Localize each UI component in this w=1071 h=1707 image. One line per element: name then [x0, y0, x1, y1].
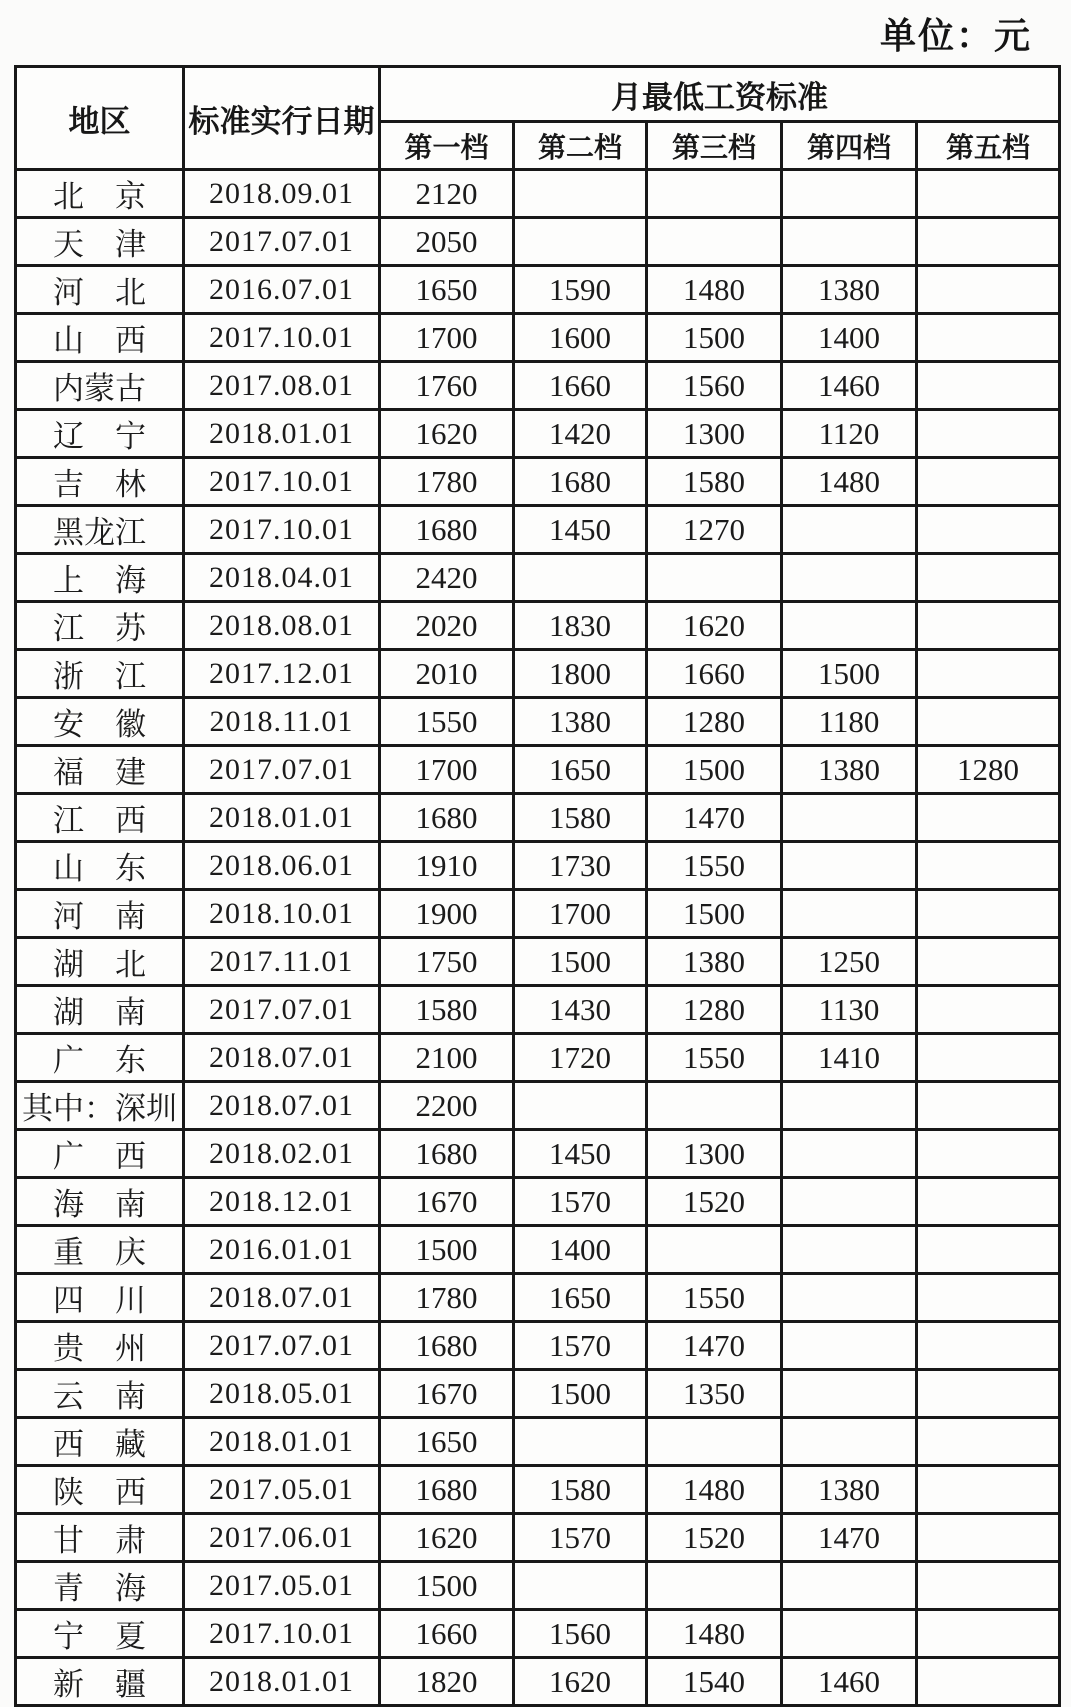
cell-tier2: 1700: [514, 890, 647, 938]
cell-tier1: 1500: [380, 1226, 514, 1274]
cell-tier2: [514, 554, 647, 602]
cell-tier5: [917, 1466, 1060, 1514]
cell-region: 北 京: [16, 170, 184, 218]
cell-date: 2017.10.01: [184, 458, 380, 506]
cell-date: 2017.07.01: [184, 218, 380, 266]
cell-tier3: 1280: [647, 698, 782, 746]
cell-tier5: [917, 602, 1060, 650]
table-row: [16, 1322, 1060, 1370]
cell-region: 河 北: [16, 266, 184, 314]
cell-tier1: 1660: [380, 1610, 514, 1658]
cell-tier4: [782, 170, 917, 218]
cell-region: 云 南: [16, 1370, 184, 1418]
cell-tier4: [782, 1562, 917, 1610]
cell-tier3: [647, 1562, 782, 1610]
cell-tier5: [917, 794, 1060, 842]
cell-tier5: [917, 170, 1060, 218]
table-row: [16, 266, 1060, 314]
cell-region: 宁 夏: [16, 1610, 184, 1658]
cell-tier4: 1380: [782, 746, 917, 794]
cell-tier1: 1700: [380, 314, 514, 362]
cell-date: 2018.07.01: [184, 1274, 380, 1322]
cell-tier1: 1680: [380, 506, 514, 554]
cell-tier1: 2120: [380, 170, 514, 218]
cell-region: 青 海: [16, 1562, 184, 1610]
table-row: [16, 1418, 1060, 1466]
cell-tier5: 1280: [917, 746, 1060, 794]
column-header-tier1: 第一档: [380, 122, 514, 170]
cell-tier1: 1900: [380, 890, 514, 938]
cell-tier2: 1400: [514, 1226, 647, 1274]
cell-tier5: [917, 1178, 1060, 1226]
table-row: [16, 698, 1060, 746]
table-row: [16, 314, 1060, 362]
cell-tier3: [647, 170, 782, 218]
header-row-top: [16, 67, 1060, 122]
table-row: [16, 1370, 1060, 1418]
cell-date: 2018.01.01: [184, 410, 380, 458]
cell-region: 浙 江: [16, 650, 184, 698]
table-row: [16, 362, 1060, 410]
cell-tier1: 1550: [380, 698, 514, 746]
cell-tier4: 1400: [782, 314, 917, 362]
cell-tier4: [782, 1082, 917, 1130]
cell-region: 广 西: [16, 1130, 184, 1178]
cell-region: 重 庆: [16, 1226, 184, 1274]
cell-tier3: 1580: [647, 458, 782, 506]
cell-tier3: 1350: [647, 1370, 782, 1418]
cell-date: 2017.10.01: [184, 314, 380, 362]
cell-date: 2018.02.01: [184, 1130, 380, 1178]
minimum-wage-table: [14, 65, 1061, 1707]
cell-region: 广 东: [16, 1034, 184, 1082]
cell-region: 山 西: [16, 314, 184, 362]
cell-tier5: [917, 650, 1060, 698]
cell-date: 2016.07.01: [184, 266, 380, 314]
cell-region: 上 海: [16, 554, 184, 602]
cell-region: 辽 宁: [16, 410, 184, 458]
table-row: [16, 506, 1060, 554]
table-row: [16, 1034, 1060, 1082]
column-header-region: 地区: [16, 67, 184, 170]
cell-region: 湖 南: [16, 986, 184, 1034]
cell-tier5: [917, 410, 1060, 458]
cell-region: 其中：深圳: [16, 1082, 184, 1130]
cell-date: 2018.01.01: [184, 1418, 380, 1466]
cell-tier1: 1780: [380, 1274, 514, 1322]
cell-tier4: 1130: [782, 986, 917, 1034]
cell-tier2: 1650: [514, 1274, 647, 1322]
cell-tier4: 1380: [782, 1466, 917, 1514]
cell-tier1: 1680: [380, 1130, 514, 1178]
cell-tier5: [917, 314, 1060, 362]
cell-tier1: 2100: [380, 1034, 514, 1082]
cell-tier5: [917, 218, 1060, 266]
cell-date: 2017.05.01: [184, 1466, 380, 1514]
cell-date: 2017.05.01: [184, 1562, 380, 1610]
cell-date: 2017.08.01: [184, 362, 380, 410]
cell-tier3: 1560: [647, 362, 782, 410]
cell-tier4: [782, 218, 917, 266]
cell-tier3: 1520: [647, 1178, 782, 1226]
table-row: [16, 890, 1060, 938]
cell-tier3: 1470: [647, 794, 782, 842]
table-row: [16, 1082, 1060, 1130]
cell-tier3: [647, 1226, 782, 1274]
cell-tier3: 1520: [647, 1514, 782, 1562]
table-row: [16, 746, 1060, 794]
cell-date: 2018.06.01: [184, 842, 380, 890]
cell-tier4: [782, 1610, 917, 1658]
cell-tier5: [917, 842, 1060, 890]
cell-date: 2018.04.01: [184, 554, 380, 602]
table-row: [16, 1514, 1060, 1562]
table-row: [16, 1226, 1060, 1274]
table-row: [16, 1562, 1060, 1610]
document-sheet: [14, 6, 1058, 1707]
column-header-wage-group: 月最低工资标准: [380, 67, 1060, 122]
table-row: [16, 1658, 1060, 1706]
table-row: [16, 1178, 1060, 1226]
table-row: [16, 794, 1060, 842]
cell-date: 2017.07.01: [184, 986, 380, 1034]
cell-tier2: [514, 1562, 647, 1610]
cell-region: 山 东: [16, 842, 184, 890]
cell-tier3: 1300: [647, 410, 782, 458]
cell-date: 2018.01.01: [184, 1658, 380, 1706]
cell-tier2: 1830: [514, 602, 647, 650]
table-row: [16, 1274, 1060, 1322]
cell-date: 2018.01.01: [184, 794, 380, 842]
cell-region: 四 川: [16, 1274, 184, 1322]
cell-tier4: 1180: [782, 698, 917, 746]
cell-tier4: [782, 1130, 917, 1178]
cell-region: 海 南: [16, 1178, 184, 1226]
cell-tier3: 1540: [647, 1658, 782, 1706]
cell-tier4: 1120: [782, 410, 917, 458]
cell-tier1: 1670: [380, 1370, 514, 1418]
cell-region: 江 西: [16, 794, 184, 842]
cell-tier3: 1500: [647, 314, 782, 362]
cell-region: 甘 肃: [16, 1514, 184, 1562]
table-row: [16, 938, 1060, 986]
cell-tier4: 1460: [782, 362, 917, 410]
column-header-tier5: 第五档: [917, 122, 1060, 170]
cell-tier4: 1410: [782, 1034, 917, 1082]
cell-tier3: 1480: [647, 266, 782, 314]
cell-tier1: 1650: [380, 1418, 514, 1466]
table-row: [16, 986, 1060, 1034]
cell-region: 内蒙古: [16, 362, 184, 410]
cell-tier4: 1500: [782, 650, 917, 698]
cell-date: 2018.11.01: [184, 698, 380, 746]
cell-date: 2017.12.01: [184, 650, 380, 698]
column-header-tier2: 第二档: [514, 122, 647, 170]
cell-tier4: [782, 842, 917, 890]
table-row: [16, 1610, 1060, 1658]
cell-tier2: 1730: [514, 842, 647, 890]
cell-region: 安 徽: [16, 698, 184, 746]
cell-tier3: 1380: [647, 938, 782, 986]
cell-date: 2018.09.01: [184, 170, 380, 218]
cell-tier2: 1800: [514, 650, 647, 698]
cell-tier1: 2050: [380, 218, 514, 266]
cell-tier3: [647, 1418, 782, 1466]
cell-tier5: [917, 554, 1060, 602]
cell-tier4: [782, 1418, 917, 1466]
cell-tier1: 1820: [380, 1658, 514, 1706]
table-row: [16, 170, 1060, 218]
cell-tier2: 1380: [514, 698, 647, 746]
cell-tier2: 1500: [514, 1370, 647, 1418]
cell-tier1: 1650: [380, 266, 514, 314]
cell-tier3: 1280: [647, 986, 782, 1034]
cell-region: 西 藏: [16, 1418, 184, 1466]
cell-tier2: 1450: [514, 506, 647, 554]
table-row: [16, 602, 1060, 650]
cell-tier3: 1550: [647, 1274, 782, 1322]
cell-date: 2018.05.01: [184, 1370, 380, 1418]
cell-tier2: 1620: [514, 1658, 647, 1706]
cell-tier3: 1550: [647, 842, 782, 890]
column-header-tier3: 第三档: [647, 122, 782, 170]
unit-label: 单位：元: [879, 15, 1032, 56]
cell-region: 吉 林: [16, 458, 184, 506]
cell-date: 2017.07.01: [184, 746, 380, 794]
table-row: [16, 218, 1060, 266]
table-body: [16, 170, 1060, 1706]
table-row: [16, 410, 1060, 458]
cell-tier2: 1720: [514, 1034, 647, 1082]
cell-date: 2017.10.01: [184, 506, 380, 554]
column-header-tier4: 第四档: [782, 122, 917, 170]
cell-tier2: [514, 218, 647, 266]
cell-tier4: 1470: [782, 1514, 917, 1562]
cell-tier4: [782, 794, 917, 842]
cell-region: 新 疆: [16, 1658, 184, 1706]
cell-tier2: [514, 1082, 647, 1130]
cell-tier3: 1470: [647, 1322, 782, 1370]
cell-tier2: 1570: [514, 1322, 647, 1370]
cell-tier4: 1250: [782, 938, 917, 986]
cell-tier3: 1480: [647, 1610, 782, 1658]
cell-tier1: 1680: [380, 1322, 514, 1370]
cell-tier5: [917, 986, 1060, 1034]
cell-tier4: [782, 1226, 917, 1274]
cell-tier1: 2020: [380, 602, 514, 650]
cell-tier4: 1380: [782, 266, 917, 314]
cell-date: 2018.10.01: [184, 890, 380, 938]
table-row: [16, 842, 1060, 890]
cell-region: 湖 北: [16, 938, 184, 986]
column-header-date: 标准实行日期: [184, 67, 380, 170]
cell-tier1: 1620: [380, 410, 514, 458]
cell-tier2: 1420: [514, 410, 647, 458]
cell-region: 福 建: [16, 746, 184, 794]
cell-tier5: [917, 1370, 1060, 1418]
cell-date: 2017.06.01: [184, 1514, 380, 1562]
cell-tier4: [782, 1370, 917, 1418]
table-row: [16, 458, 1060, 506]
cell-tier1: 1760: [380, 362, 514, 410]
cell-region: 河 南: [16, 890, 184, 938]
cell-tier4: [782, 890, 917, 938]
cell-region: 贵 州: [16, 1322, 184, 1370]
cell-tier5: [917, 1418, 1060, 1466]
cell-tier2: 1570: [514, 1514, 647, 1562]
cell-tier1: 1910: [380, 842, 514, 890]
cell-tier1: 1620: [380, 1514, 514, 1562]
cell-tier2: [514, 170, 647, 218]
cell-tier2: 1680: [514, 458, 647, 506]
cell-tier3: 1550: [647, 1034, 782, 1082]
cell-tier1: 1750: [380, 938, 514, 986]
cell-date: 2016.01.01: [184, 1226, 380, 1274]
cell-tier5: [917, 890, 1060, 938]
cell-tier5: [917, 1514, 1060, 1562]
cell-tier1: 1680: [380, 1466, 514, 1514]
table-row: [16, 554, 1060, 602]
cell-tier4: [782, 1322, 917, 1370]
cell-tier5: [917, 266, 1060, 314]
cell-tier5: [917, 938, 1060, 986]
cell-date: 2018.07.01: [184, 1082, 380, 1130]
cell-tier2: 1560: [514, 1610, 647, 1658]
cell-tier1: 1680: [380, 794, 514, 842]
cell-tier4: [782, 506, 917, 554]
cell-tier5: [917, 1082, 1060, 1130]
cell-tier5: [917, 1034, 1060, 1082]
cell-tier2: 1660: [514, 362, 647, 410]
cell-tier5: [917, 698, 1060, 746]
cell-tier2: [514, 1418, 647, 1466]
cell-tier3: 1500: [647, 890, 782, 938]
cell-date: 2018.12.01: [184, 1178, 380, 1226]
table-row: [16, 1130, 1060, 1178]
cell-tier1: 1580: [380, 986, 514, 1034]
cell-tier2: 1570: [514, 1178, 647, 1226]
cell-tier1: 2420: [380, 554, 514, 602]
cell-date: 2017.11.01: [184, 938, 380, 986]
cell-tier2: 1450: [514, 1130, 647, 1178]
cell-tier4: 1480: [782, 458, 917, 506]
table-row: [16, 1466, 1060, 1514]
cell-tier5: [917, 362, 1060, 410]
cell-region: 天 津: [16, 218, 184, 266]
cell-date: 2017.07.01: [184, 1322, 380, 1370]
cell-tier1: 1500: [380, 1562, 514, 1610]
cell-date: 2018.08.01: [184, 602, 380, 650]
cell-tier4: [782, 1274, 917, 1322]
cell-tier2: 1430: [514, 986, 647, 1034]
cell-tier4: [782, 554, 917, 602]
cell-tier2: 1500: [514, 938, 647, 986]
cell-tier5: [917, 1322, 1060, 1370]
cell-tier2: 1580: [514, 794, 647, 842]
cell-tier4: [782, 602, 917, 650]
cell-tier3: 1500: [647, 746, 782, 794]
cell-tier3: [647, 554, 782, 602]
table-header: [16, 67, 1060, 170]
cell-tier5: [917, 1226, 1060, 1274]
cell-tier3: 1660: [647, 650, 782, 698]
cell-tier4: 1460: [782, 1658, 917, 1706]
cell-tier1: 1670: [380, 1178, 514, 1226]
cell-tier3: [647, 1082, 782, 1130]
cell-tier3: [647, 218, 782, 266]
cell-tier1: 1700: [380, 746, 514, 794]
cell-region: 陕 西: [16, 1466, 184, 1514]
cell-tier5: [917, 1274, 1060, 1322]
cell-tier3: 1270: [647, 506, 782, 554]
cell-tier5: [917, 1610, 1060, 1658]
cell-tier2: 1600: [514, 314, 647, 362]
cell-tier1: 1780: [380, 458, 514, 506]
cell-tier4: [782, 1178, 917, 1226]
cell-tier1: 2200: [380, 1082, 514, 1130]
cell-tier5: [917, 506, 1060, 554]
cell-tier5: [917, 1130, 1060, 1178]
cell-tier5: [917, 458, 1060, 506]
cell-date: 2017.10.01: [184, 1610, 380, 1658]
cell-date: 2018.07.01: [184, 1034, 380, 1082]
cell-tier1: 2010: [380, 650, 514, 698]
cell-region: 黑龙江: [16, 506, 184, 554]
cell-region: 江 苏: [16, 602, 184, 650]
cell-tier5: [917, 1658, 1060, 1706]
cell-tier3: 1620: [647, 602, 782, 650]
cell-tier2: 1590: [514, 266, 647, 314]
cell-tier3: 1480: [647, 1466, 782, 1514]
table-row: [16, 650, 1060, 698]
cell-tier5: [917, 1562, 1060, 1610]
cell-tier2: 1580: [514, 1466, 647, 1514]
cell-tier2: 1650: [514, 746, 647, 794]
cell-tier3: 1300: [647, 1130, 782, 1178]
